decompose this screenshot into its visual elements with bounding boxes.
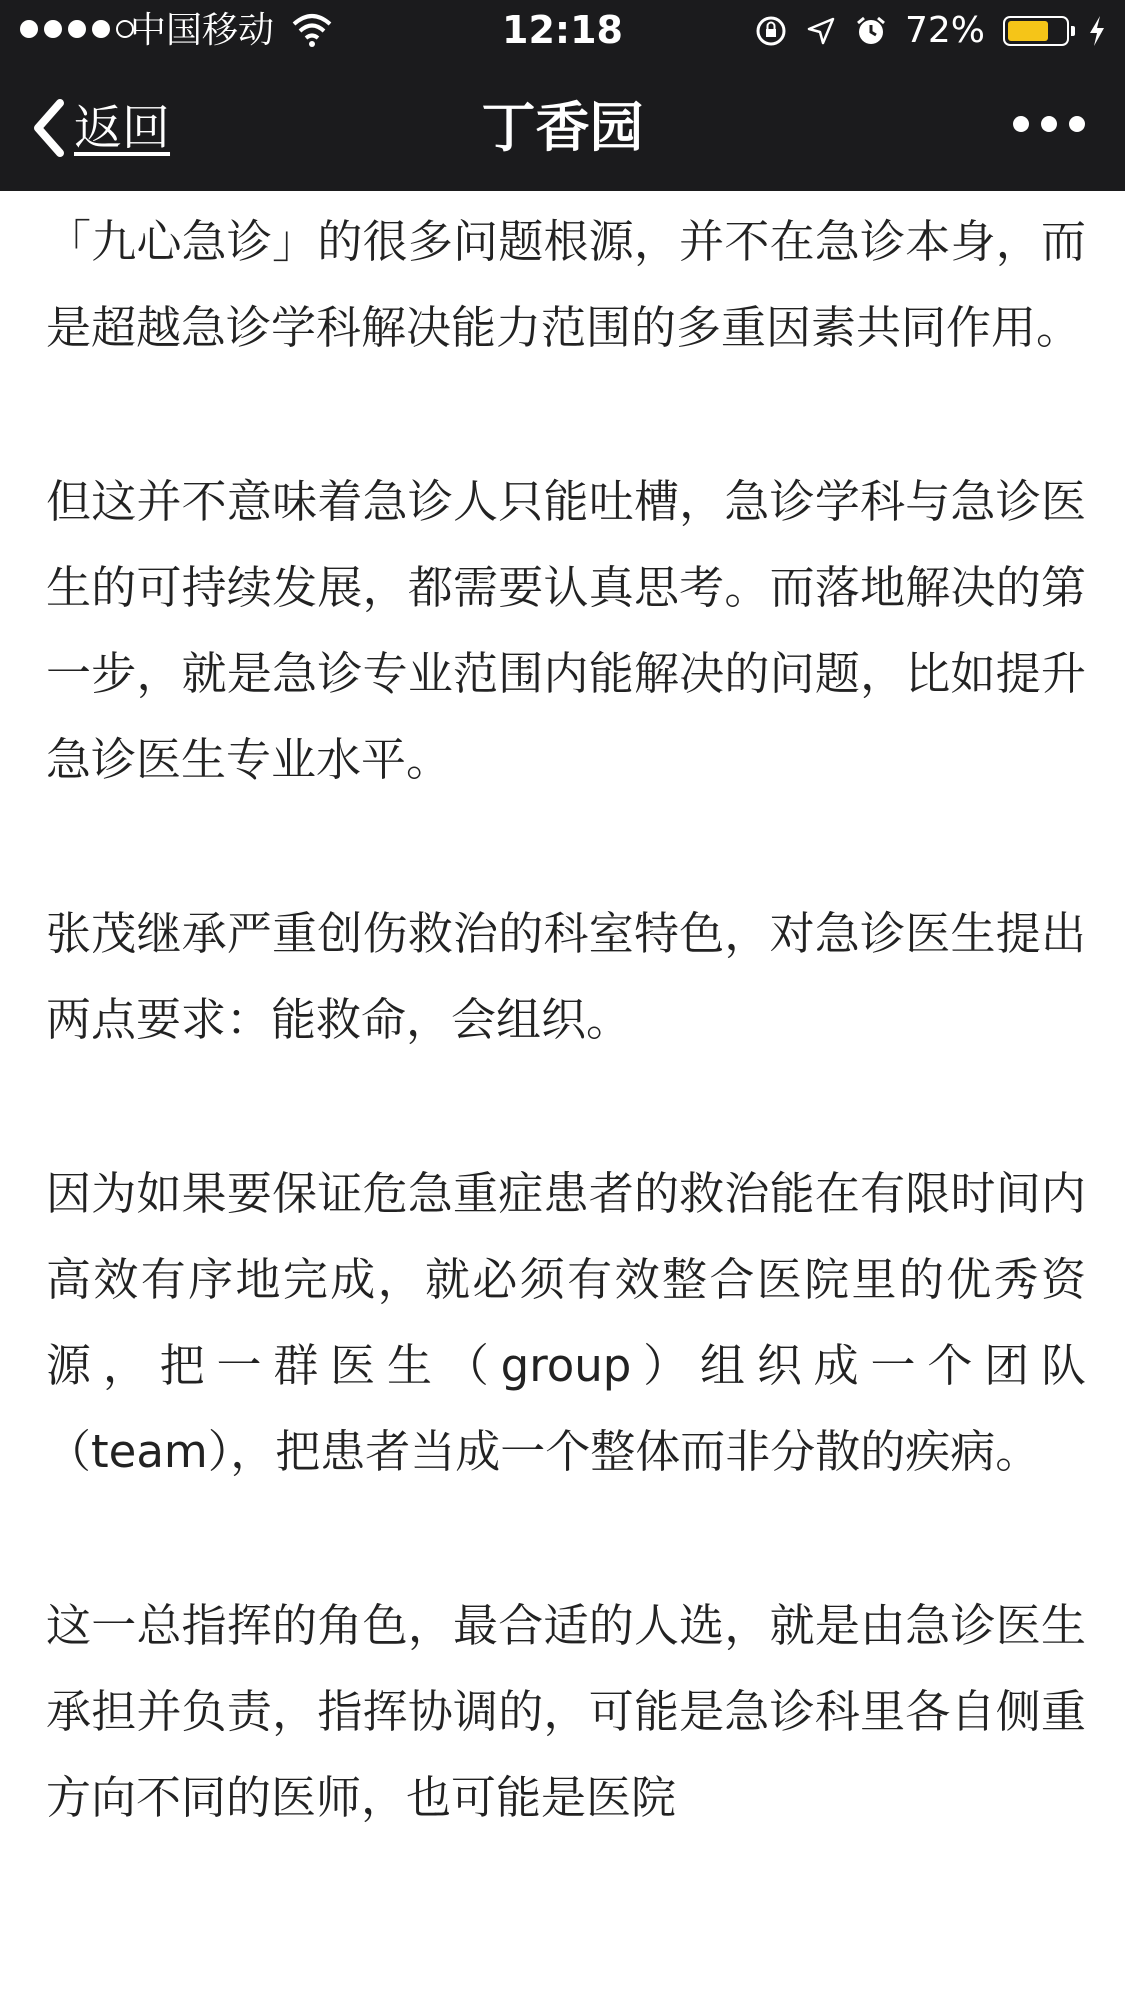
article-paragraph: 但这并不意味着急诊人只能吐槽，急诊学科与急诊医生的可持续发展，都需要认真思考。而落地解决的第一步，就是急诊专业范围内能解决的问题，比如提升急诊医生专业水平。 <box>46 475 1086 786</box>
carrier-label: 中国移动 <box>130 10 275 51</box>
charging-icon <box>1087 15 1107 47</box>
article-paragraph: 这一总指挥的角色，最合适的人选，就是由急诊医生承担并负责，指挥协调的，可能是急诊科里各自侧重方向不同的医师，也可能是医院 <box>46 1599 1086 1824</box>
battery-icon <box>1003 16 1069 46</box>
orientation-lock-icon <box>755 15 787 47</box>
status-bar <box>0 0 1125 62</box>
nav-bar <box>0 62 1125 191</box>
article-paragraph: 因为如果要保证危急重症患者的救治能在有限时间内高效有序地完成，就必须有效整合医院里的优秀资源，把一群医生（group）组织成一个团队（team），把患者当成一个整体而非分散的疾病。 <box>46 1167 1086 1478</box>
page-title: 丁香园 <box>481 96 644 159</box>
article-body <box>46 191 1086 2001</box>
status-right-group <box>755 8 1107 54</box>
alarm-icon <box>855 15 887 47</box>
article-paragraph: 张茂继承严重创伤救治的科室特色，对急诊医生提出两点要求：能救命，会组织。 <box>46 907 1086 1046</box>
battery-percent: 72% <box>904 10 985 51</box>
back-label: 返回 <box>74 100 171 156</box>
app-header <box>0 0 1125 191</box>
status-time: 12:18 <box>502 8 623 52</box>
more-icon[interactable] <box>1013 116 1085 132</box>
battery-level <box>1008 21 1048 41</box>
article-paragraph: 「九心急诊」的很多问题根源，并不在急诊本身，而是超越急诊学科解决能力范围的多重因素共同作用。 <box>46 215 1086 354</box>
location-icon <box>805 15 837 47</box>
